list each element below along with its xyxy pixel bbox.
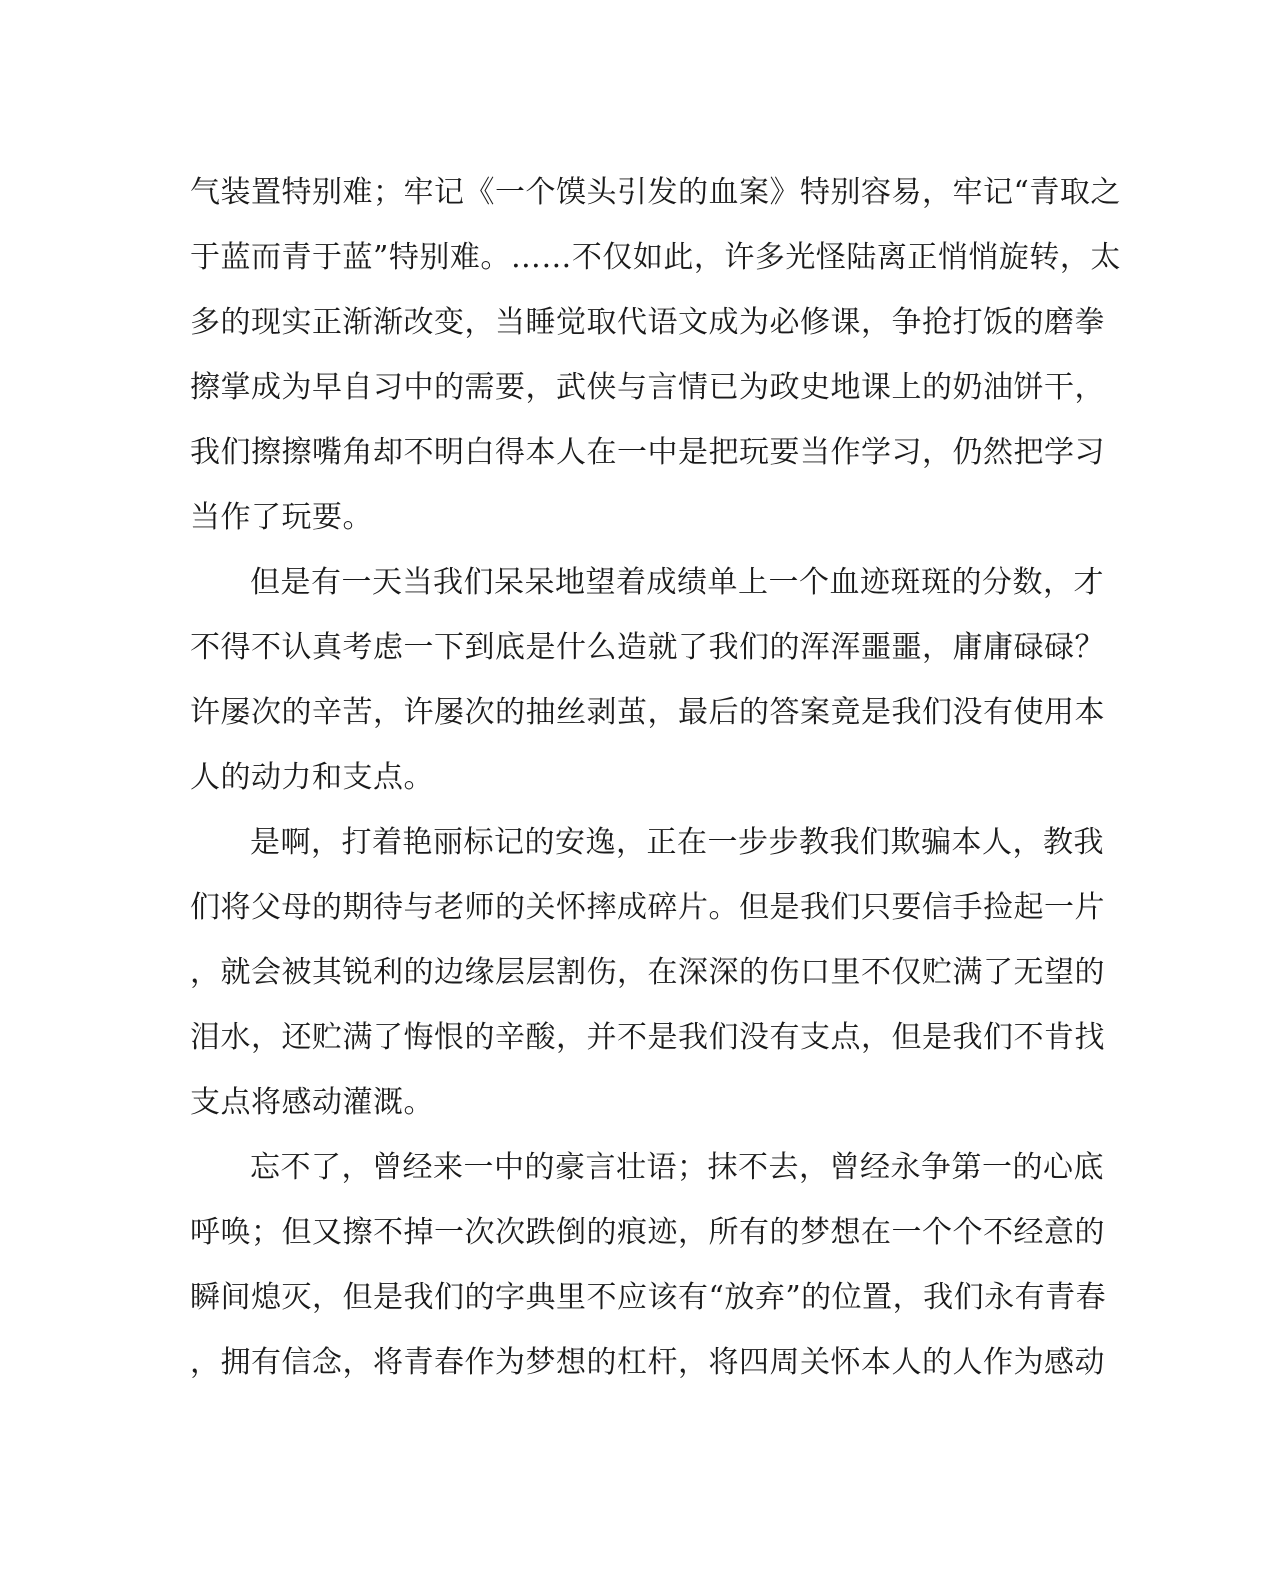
text-line: 泪水，还贮满了悔恨的辛酸，并不是我们没有支点，但是我们不肯找 — [190, 1020, 1105, 1055]
text-line: 气装置特别难；牢记《一个馍头引发的血案》特别容易，牢记“青取之 — [190, 175, 1121, 210]
paragraph-3 — [190, 810, 1105, 1135]
text-line: 于蓝而青于蓝”特别难。……不仅如此，许多光怪陆离正悄悄旋转，太 — [190, 240, 1121, 275]
text-line: 忘不了，曾经来一中的豪言壮语；抹不去，曾经永争第一的心底 — [250, 1150, 1104, 1185]
text-line: 但是有一天当我们呆呆地望着成绩单上一个血迹斑斑的分数，才 — [250, 565, 1104, 600]
paragraph-4 — [190, 1135, 1107, 1395]
text-line: ，就会被其锐利的边缘层层割伤，在深深的伤口里不仅贮满了无望的 — [190, 955, 1105, 990]
text-line: 是啊，打着艳丽标记的安逸，正在一步步教我们欺骗本人，教我 — [250, 825, 1104, 860]
text-line: 支点将感动灌溉。 — [190, 1085, 434, 1120]
text-line: 不得不认真考虑一下到底是什么造就了我们的浑浑噩噩，庸庸碌碌？ — [190, 630, 1105, 665]
body-text — [190, 160, 1121, 1395]
text-line: 我们擦擦嘴角却不明白得本人在一中是把玩要当作学习，仍然把学习 — [190, 435, 1105, 470]
text-line: 擦掌成为早自习中的需要，武侠与言情已为政史地课上的奶油饼干， — [190, 370, 1105, 405]
text-line: 呼唤；但又擦不掉一次次跌倒的痕迹，所有的梦想在一个个不经意的 — [190, 1215, 1105, 1250]
text-line: 们将父母的期待与老师的关怀摔成碎片。但是我们只要信手捡起一片 — [190, 890, 1105, 925]
text-line: ，拥有信念，将青春作为梦想的杠杆，将四周关怀本人的人作为感动 — [190, 1345, 1105, 1380]
text-line: 人的动力和支点。 — [190, 760, 434, 795]
paragraph-1 — [190, 160, 1121, 550]
paragraph-2 — [190, 550, 1105, 810]
text-line: 许屡次的辛苦，许屡次的抽丝剥茧，最后的答案竟是我们没有使用本 — [190, 695, 1105, 730]
text-line: 当作了玩要。 — [190, 500, 373, 535]
text-line: 瞬间熄灭，但是我们的字典里不应该有“放弃”的位置，我们永有青春 — [190, 1280, 1107, 1315]
text-line: 多的现实正渐渐改变，当睡觉取代语文成为必修课，争抢打饭的磨拳 — [190, 305, 1105, 340]
